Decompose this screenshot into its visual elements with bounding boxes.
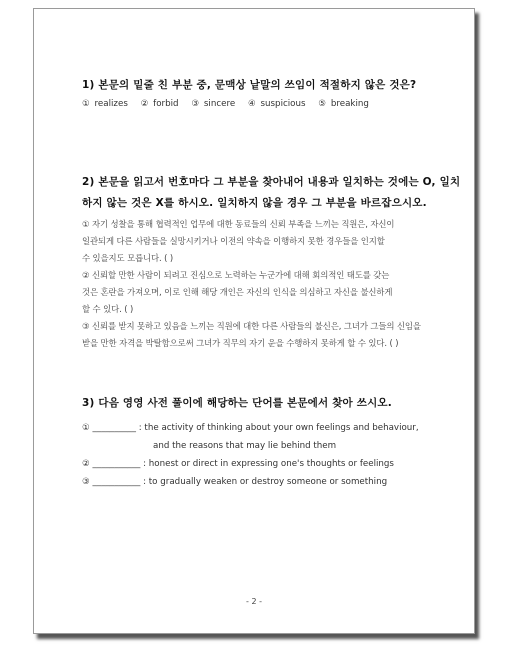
statement-line: 받을 만한 자격을 박탈함으로써 그녀가 직무의 자기 운을 수행하지 못하게 할 수 있다. ( ): [82, 338, 399, 348]
statement-line: ① 자기 성찰을 통해 협력적인 업무에 대한 동료들의 신뢰 부족을 느끼는 직원은, 자신이: [82, 219, 395, 229]
question-3-definitions: [82, 419, 462, 491]
definition-line-continued: and the reasons that may lie behind them: [153, 441, 337, 451]
question-2-title-line-2: 하지 않는 것은 X를 하시오. 일치하지 않을 경우 그 부분을 바르잡으시오.: [82, 197, 427, 209]
question-2-title-line-1: 2) 본문을 읽고서 번호마다 그 부분을 찾아내어 내용과 일치하는 것에는 O, 일치: [82, 176, 461, 188]
statement-line: ② 신뢰할 만한 사람이 되려고 진심으로 노력하는 누군가에 대해 회의적인 태도를 갖는: [82, 270, 390, 280]
question-2-statements: [82, 216, 462, 352]
definition-line: ② ___________ : honest or direct in expressing one's thoughts or feelings: [82, 459, 394, 469]
statement-line: ③ 신뢰를 받지 못하고 있음을 느끼는 직원에 대한 다른 사람들의 불신은, 그녀가 그들의 신임을: [82, 321, 421, 331]
definition-line: ① __________ : the activity of thinking about your own feelings and behaviour,: [82, 423, 419, 433]
option-4: ④ suspicious: [247, 99, 306, 109]
question-3: [82, 393, 462, 491]
page-number: - 2 -: [246, 597, 262, 606]
question-1-title: 1) 본문의 밑줄 친 부분 중, 문맥상 낱말의 쓰임이 적절하지 않은 것은?: [82, 79, 417, 91]
statement-line: 할 수 있다. ( ): [82, 304, 134, 314]
option-3: ③ sincere: [191, 99, 236, 109]
statement-line: 일관되게 다른 사람들을 실망시키거나 이전의 약속을 이행하지 못한 경우들을 인지할: [82, 236, 385, 246]
statement-line: 수 있을지도 모릅니다. ( ): [82, 253, 174, 263]
question-2: [82, 172, 462, 352]
option-2: ② forbid: [140, 99, 179, 109]
document-page: [33, 8, 475, 634]
question-1: [82, 75, 462, 109]
definition-line: ③ ___________ : to gradually weaken or destroy someone or something: [82, 477, 388, 487]
question-1-options: [82, 99, 462, 109]
question-3-title: 3) 다음 영영 사전 풀이에 해당하는 단어를 본문에서 찾아 쓰시오.: [82, 397, 392, 409]
option-5: ⑤ breaking: [318, 99, 369, 109]
option-1: ① realizes: [82, 99, 128, 109]
statement-line: 것은 혼란을 가져오며, 이로 인해 해당 개인은 자신의 인식을 의심하고 자신을 불신하게: [82, 287, 393, 297]
